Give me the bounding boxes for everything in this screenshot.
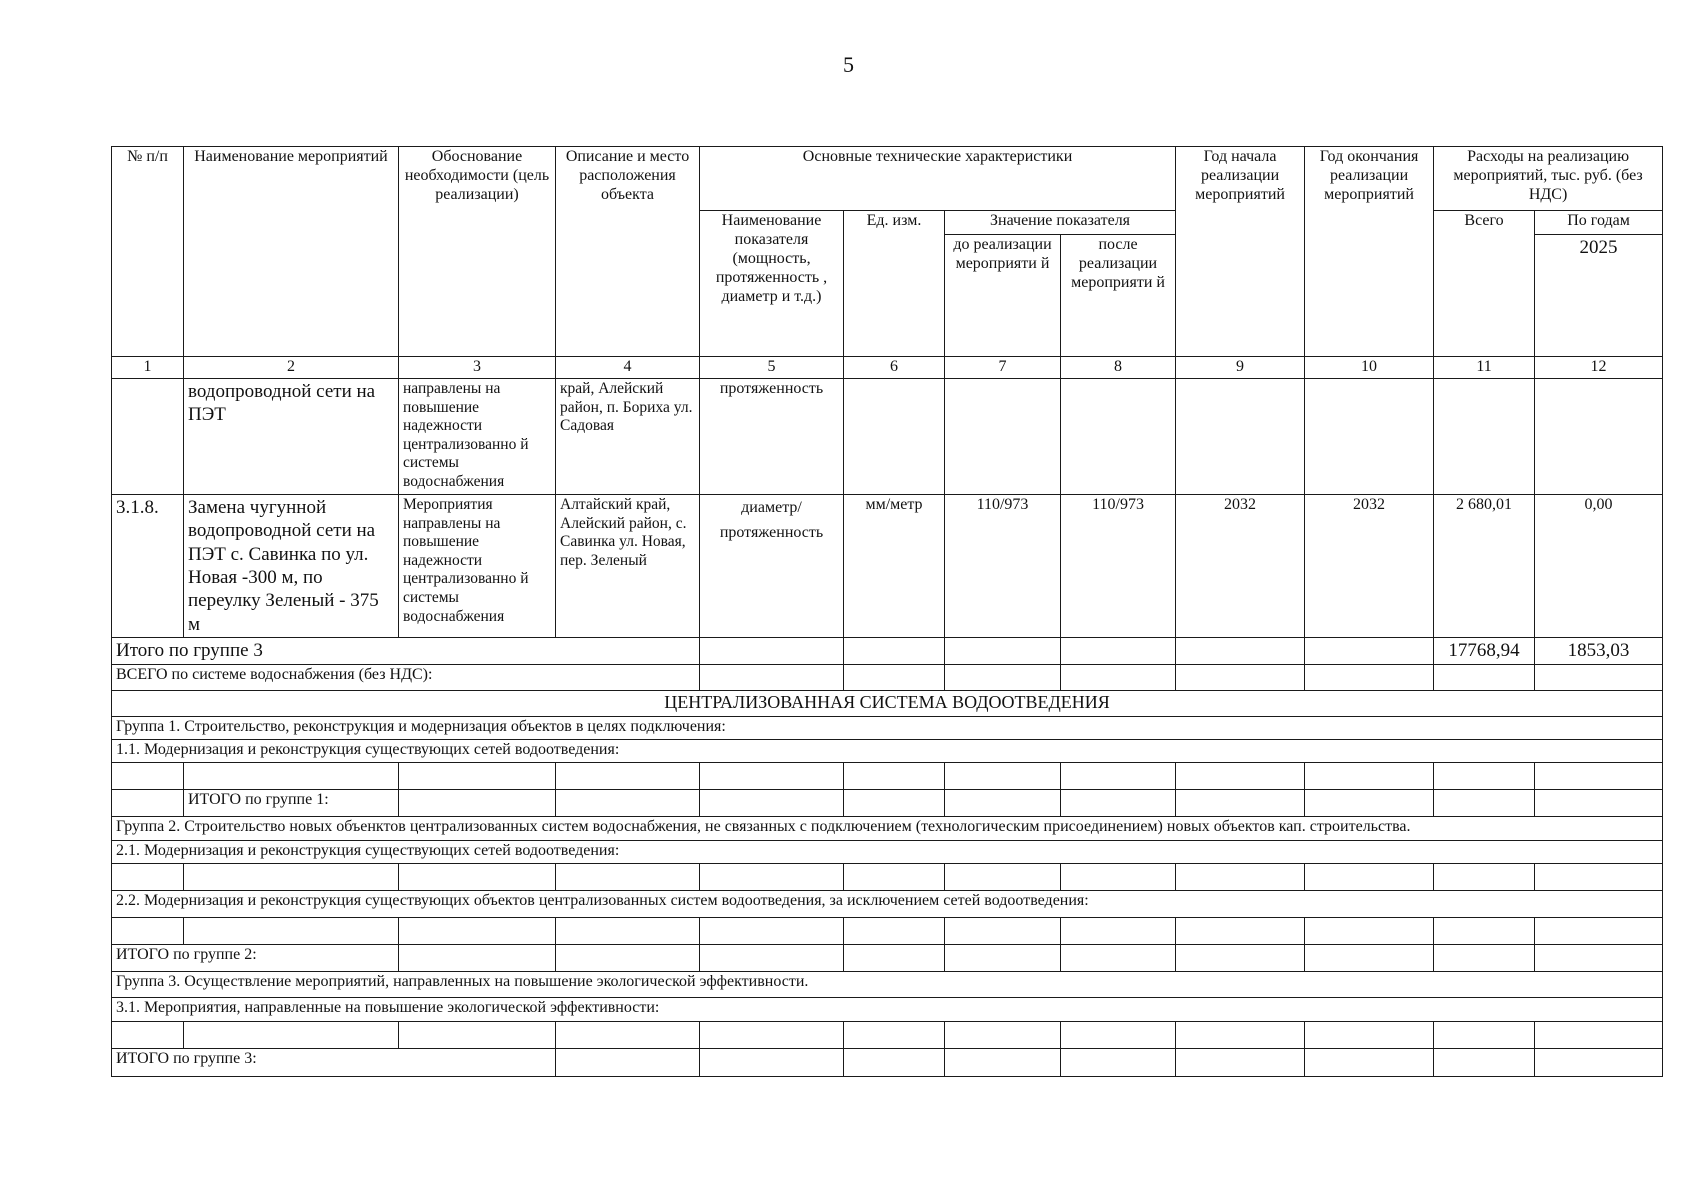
header-end-year: Год окончания реализации мероприятий xyxy=(1305,147,1434,357)
event-location: край, Алейский район, п. Бориха ул. Садовая xyxy=(556,379,700,495)
column-number: 8 xyxy=(1061,357,1176,379)
column-number: 5 xyxy=(700,357,844,379)
group-3-title: Группа 3. Осуществление мероприятий, направленных на повышение экологической эффективности. xyxy=(112,972,1663,998)
subgroup-2-2-row xyxy=(112,891,1663,918)
group-2-total-row xyxy=(112,945,1663,972)
column-number: 7 xyxy=(945,357,1061,379)
subgroup-3-1-title: 3.1. Мероприятия, направленные на повышение экологической эффективности: xyxy=(112,998,1663,1022)
subgroup-2-2-title: 2.2. Модернизация и реконструкция существующих объектов централизованных систем водоотведения, за исключением сетей водоотведения: xyxy=(112,891,1663,918)
column-numbers-row xyxy=(112,357,1663,379)
event-start-year: 2032 xyxy=(1176,495,1305,638)
group-1-title: Группа 1. Строительство, реконструкция и модернизация объектов в целях подключения: xyxy=(112,717,1663,740)
header-row-1 xyxy=(112,147,1663,211)
group-3-total-row xyxy=(112,638,1663,665)
section-title-row xyxy=(112,691,1663,717)
subgroup-2-1-title: 2.1. Модернизация и реконструкция существующих сетей водоотведения: xyxy=(112,841,1663,864)
header-after: после реализации мероприяти й xyxy=(1061,235,1176,357)
event-total-cost: 2 680,01 xyxy=(1434,495,1535,638)
subgroup-3-1-row xyxy=(112,998,1663,1022)
column-number: 11 xyxy=(1434,357,1535,379)
header-num: № п/п xyxy=(112,147,184,357)
empty-row xyxy=(112,864,1663,891)
page-number: 5 xyxy=(843,52,854,77)
header-tech: Основные технические характеристики xyxy=(700,147,1176,211)
header-indicator-name: Наименование показателя (мощность, протяженность , диаметр и т.д.) xyxy=(700,211,844,357)
event-value-before: 110/973 xyxy=(945,495,1061,638)
subgroup-1-1-row xyxy=(112,740,1663,763)
table-row-3-1-8 xyxy=(112,495,1663,638)
empty-row xyxy=(112,763,1663,790)
event-location: Алтайский край, Алейский район, с. Савинка ул. Новая, пер. Зеленый xyxy=(556,495,700,638)
event-indicator: протяженность xyxy=(700,379,844,495)
event-value-after: 110/973 xyxy=(1061,495,1176,638)
group-2-title: Группа 2. Строительство новых объенктов централизованных систем водоснабжения, не связанных с подключением (технологическим присоединением) новых объектов кап. строительства. xyxy=(112,817,1663,841)
header-value: Значение показателя xyxy=(945,211,1176,235)
header-unit: Ед. изм. xyxy=(844,211,945,357)
column-number: 6 xyxy=(844,357,945,379)
event-reason: Мероприятия направлены на повышение надежности централизованно й системы водоснабжения xyxy=(399,495,556,638)
group-1-total-label: ИТОГО по группе 1: xyxy=(184,790,399,817)
investment-program-table xyxy=(111,146,1663,1077)
event-reason: направлены на повышение надежности централизованно й системы водоснабжения xyxy=(399,379,556,495)
column-number: 4 xyxy=(556,357,700,379)
group-3-wastewater-total-row xyxy=(112,1049,1663,1077)
group-3-wastewater-total-label: ИТОГО по группе 3: xyxy=(112,1049,556,1077)
column-number: 2 xyxy=(184,357,399,379)
group-1-total-row xyxy=(112,790,1663,817)
event-unit: мм/метр xyxy=(844,495,945,638)
column-number: 9 xyxy=(1176,357,1305,379)
column-number: 10 xyxy=(1305,357,1434,379)
header-by-year: По годам xyxy=(1535,211,1663,235)
group-2-total-label: ИТОГО по группе 2: xyxy=(112,945,399,972)
header-total: Всего xyxy=(1434,211,1535,357)
water-supply-total-label: ВСЕГО по системе водоснабжения (без НДС): xyxy=(112,665,700,691)
event-name: водопроводной сети на ПЭТ xyxy=(184,379,399,495)
subgroup-1-1-title: 1.1. Модернизация и реконструкция существующих сетей водоотведения: xyxy=(112,740,1663,763)
event-cost-2025: 0,00 xyxy=(1535,495,1663,638)
event-name: Замена чугунной водопроводной сети на ПЭТ с. Савинка по ул. Новая -300 м, по переулку Зеленый - 375 м xyxy=(184,495,399,638)
group-3-row xyxy=(112,972,1663,998)
event-end-year: 2032 xyxy=(1305,495,1434,638)
group-total-cost: 17768,94 xyxy=(1434,638,1535,665)
group-total-2025: 1853,03 xyxy=(1535,638,1663,665)
header-reason: Обоснование необходимости (цель реализации) xyxy=(399,147,556,357)
header-start-year: Год начала реализации мероприятий xyxy=(1176,147,1305,357)
table-row-continued xyxy=(112,379,1663,495)
subgroup-2-1-row xyxy=(112,841,1663,864)
section-title: ЦЕНТРАЛИЗОВАННАЯ СИСТЕМА ВОДООТВЕДЕНИЯ xyxy=(112,691,1663,717)
event-indicator: диаметр/ протяженность xyxy=(700,495,844,638)
header-cost: Расходы на реализацию мероприятий, тыс. руб. (без НДС) xyxy=(1434,147,1663,211)
group-2-row xyxy=(112,817,1663,841)
column-number: 3 xyxy=(399,357,556,379)
empty-row xyxy=(112,1022,1663,1049)
header-location: Описание и место расположения объекта xyxy=(556,147,700,357)
group-1-row xyxy=(112,717,1663,740)
event-number: 3.1.8. xyxy=(112,495,184,638)
column-number: 12 xyxy=(1535,357,1663,379)
header-name: Наименование мероприятий xyxy=(184,147,399,357)
water-supply-total-row xyxy=(112,665,1663,691)
column-number: 1 xyxy=(112,357,184,379)
empty-row xyxy=(112,918,1663,945)
header-year-2025: 2025 xyxy=(1535,235,1663,357)
header-before: до реализации мероприяти й xyxy=(945,235,1061,357)
group-total-label: Итого по группе 3 xyxy=(112,638,700,665)
